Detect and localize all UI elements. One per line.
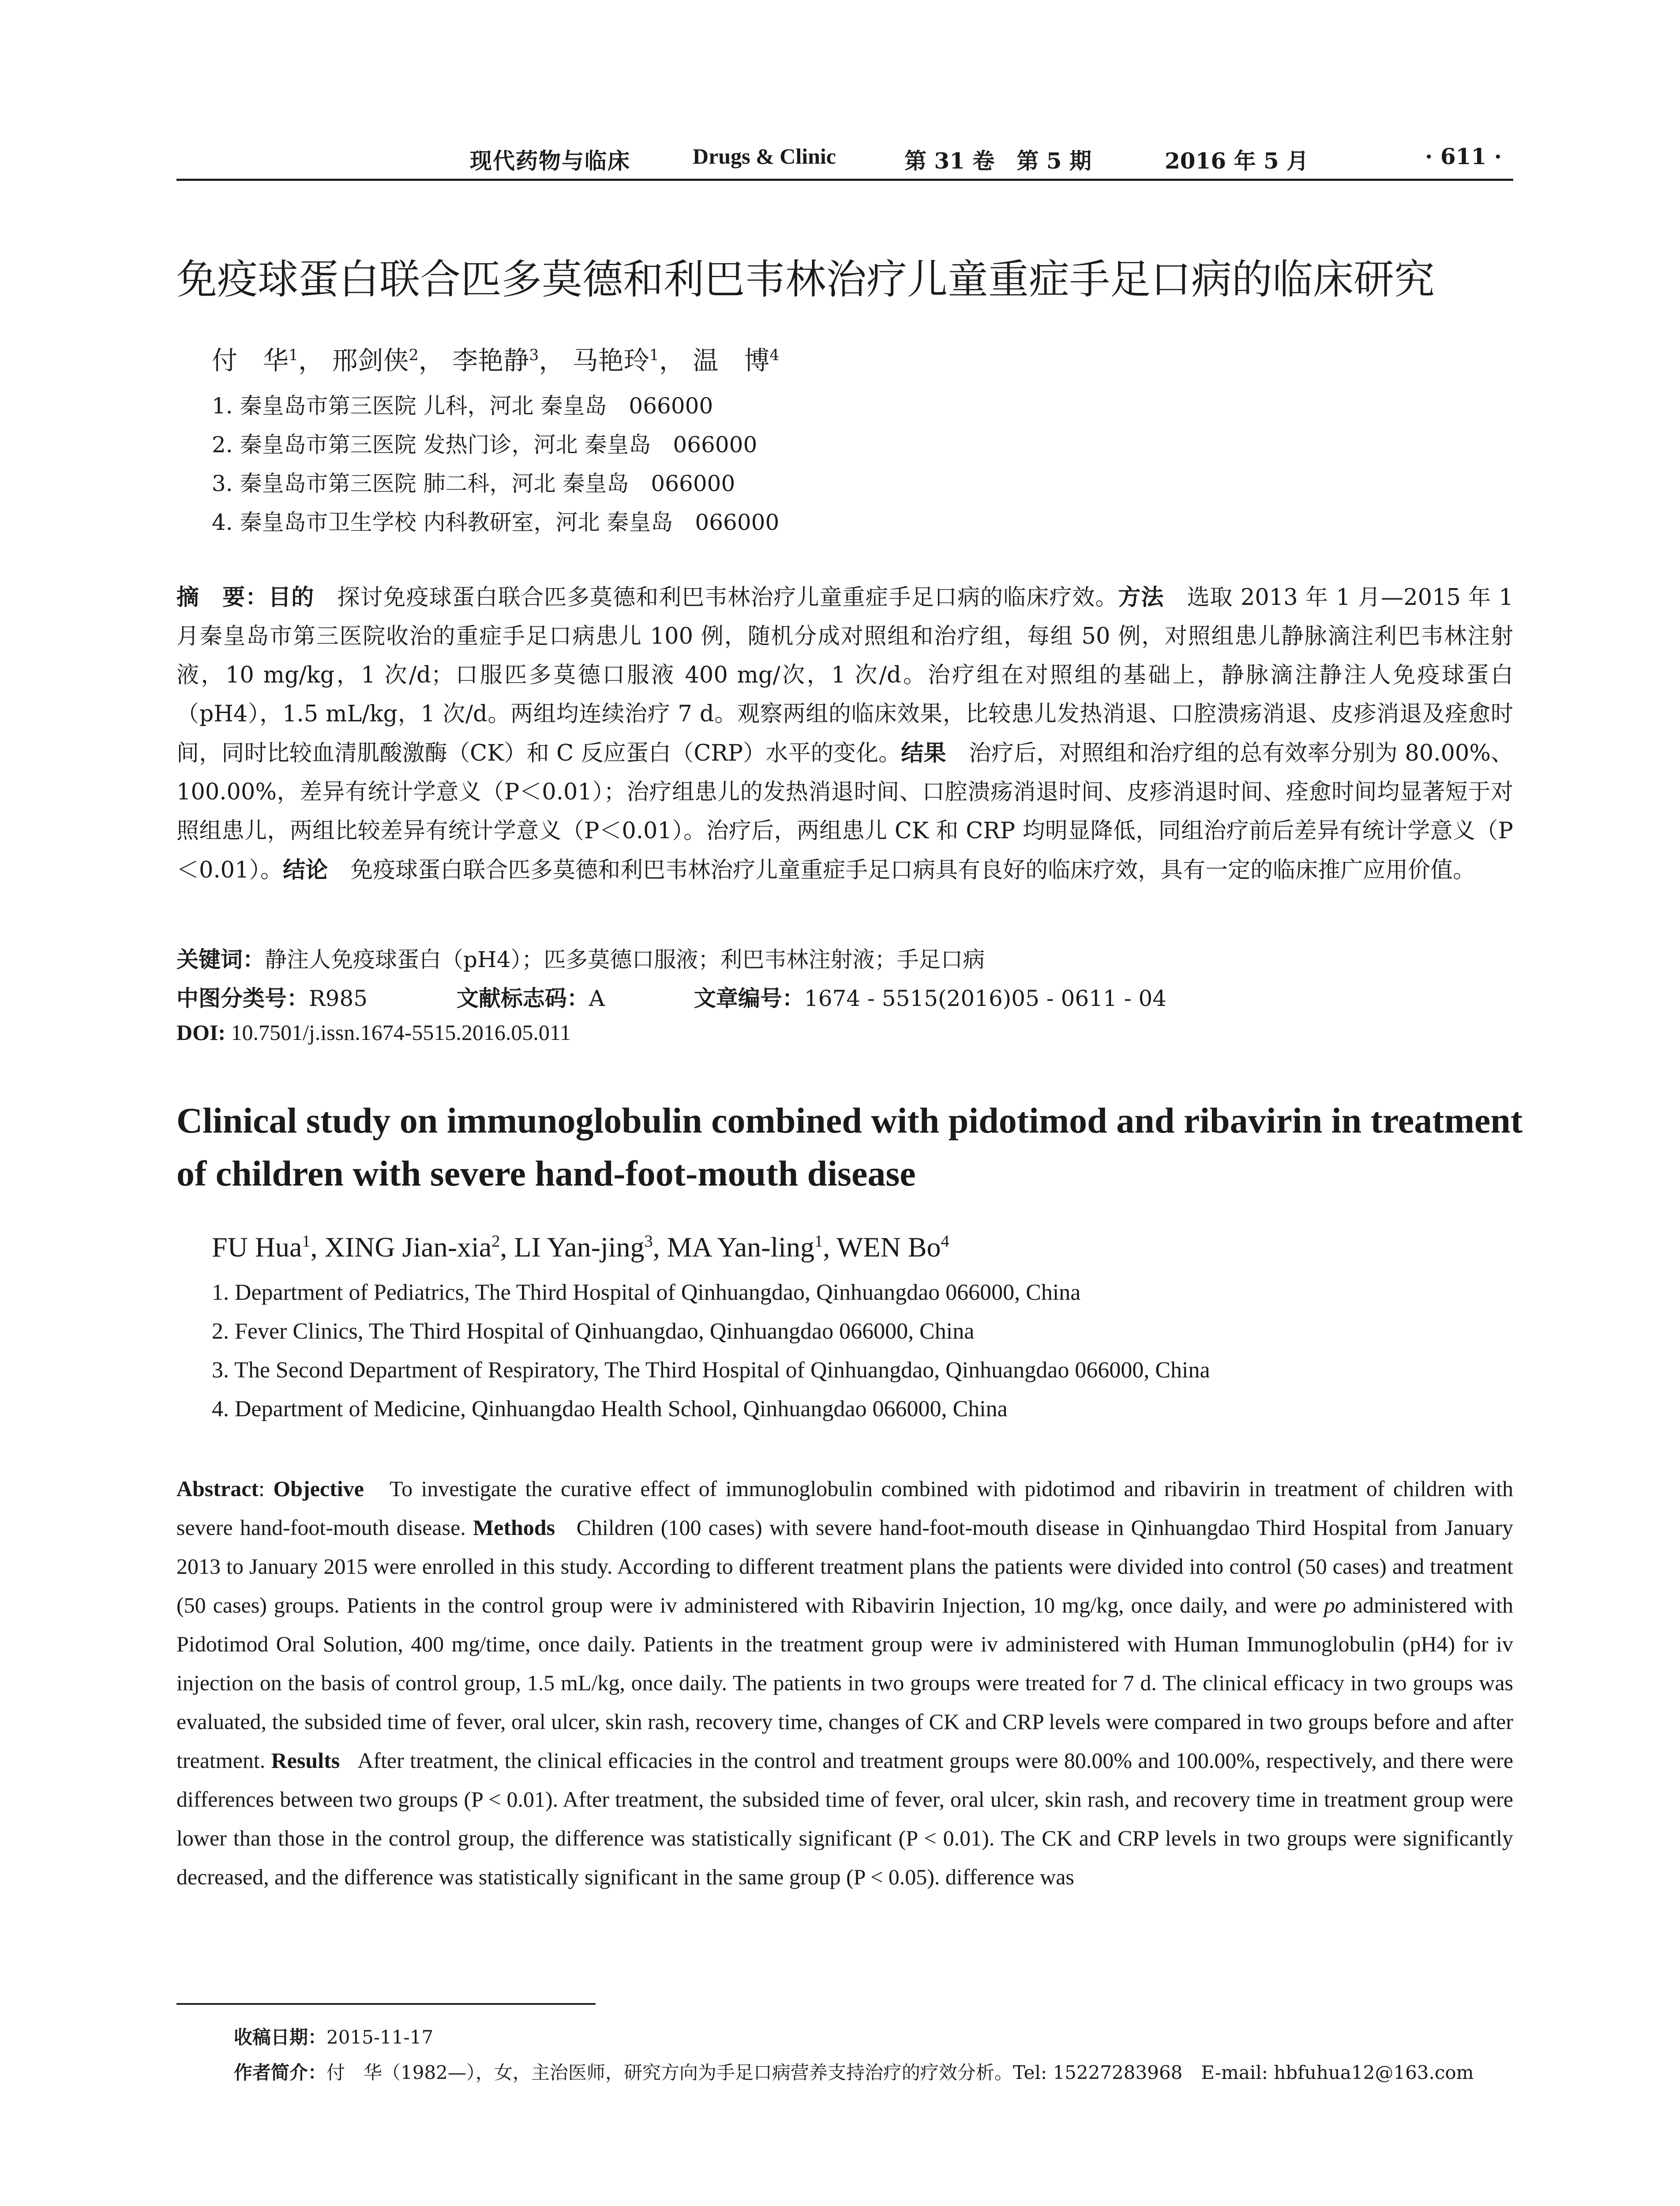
- author-name: 邢剑侠: [332, 345, 409, 375]
- affiliation-cn: 3. 秦皇岛市第三医院 肺二科，河北 秦皇岛 066000: [212, 471, 735, 496]
- results-label: Results: [271, 1748, 340, 1773]
- abstract-label: 摘 要：: [176, 584, 269, 611]
- author-affiliation-mark: 2: [491, 1232, 500, 1251]
- abstract-en: Abstract: Objective To investigate the curative effect of immunoglobulin combined with pidotimod and ribavirin in treatment of children with severe hand-foot-mouth disease. Methods Children (100 cases) with severe hand-foot-mouth disease in Qinhuangdao Third Hospital from January 2013 to January 2015 were enrolled in this study. According to different treatment plans the patients were divided into control (50 cases) and treatment (50 cases) groups. Patients in the control group were iv administered with Ribavirin Injection, 10 mg/kg, once daily, and were po administered with Pidotimod Oral Solution, 400 mg/time, once daily. Patients in the treatment group were iv administered with Human Immunoglobulin (pH4) for iv injection on the basis of control group, 1.5 mL/kg, once daily. The patients in two groups were treated for 7 d. The clinical efficacy in two groups was evaluated, the subsided time of fever, oral ulcer, skin rash, recovery time, changes of CK and CRP levels were compared in two groups before and after treatment. Results After treatment, the clinical efficacies in the control and treatment groups were 80.00% and 100.00%, respectively, and there were differences between two groups (P < 0.01). After treatment, the subsided time of fever, oral ulcer, skin rash, and recovery time in treatment group were lower than those in the control group, the difference was statistically significant (P < 0.01). The CK and CRP levels in two groups were significantly decreased, and the difference was statistically significant in the same group (P < 0.05). difference was: [176, 1476, 1514, 1889]
- page-number: · 611 ·: [1425, 143, 1502, 169]
- results-text: 治疗后，对照组和治疗组的总有效率分别为 80.00%、100.00%，差异有统计学意义（P＜0.01）；治疗组患儿的发热消退时间、口腔溃疡消退时间、皮疹消退时间、痊愈时间均显著短于对照组患儿，两组比较差异有统计学意义（P＜0.01）。治疗后，两组患儿 CK 和 CRP 均明显降低，同组治疗前后差异有统计学意义（P＜0.01）。: [176, 740, 1513, 883]
- affiliation-en: 1. Department of Pediatrics, The Third Hospital of Qinhuangdao, Qinhuangdao 066000, China: [212, 1280, 1081, 1305]
- author-affiliation-mark: 1: [814, 1232, 823, 1251]
- doc-code-value: A: [589, 986, 605, 1011]
- author-affiliation-mark: 1: [302, 1232, 311, 1251]
- results-label: 结果: [901, 740, 946, 766]
- methods-text: Children (100 cases) with severe hand-foot-mouth disease in Qinhuangdao Third Hospital from January 2013 to January 2015 were enrolled in this study. According to different treatment plans the patients were divided into control (50 cases) and treatment (50 cases) groups. Patients in the control group were iv administered with Ribavirin Injection, 10 mg/kg, once daily, and were: [176, 1515, 1513, 1617]
- author-affiliation-mark: 3: [644, 1232, 653, 1251]
- author-list-en: FU Hua$^1$, XING Jian-xia$^2$, LI Yan-jing$^3$, MA Yan-ling$^1$, WEN Bo$^4$: [212, 1231, 949, 1263]
- author-affiliation-mark: 4: [941, 1232, 949, 1251]
- author-name: LI Yan-jing: [514, 1231, 645, 1263]
- doi-label: DOI:: [176, 1020, 226, 1045]
- author-list-cn: 付 华$^1$， 邢剑侠$^2$， 李艳静$^3$， 马艳玲$^1$， 温 博$^4$: [212, 345, 780, 375]
- objective-text: 探讨免疫球蛋白联合匹多莫德和利巴韦林治疗儿童重症手足口病的临床疗效。: [337, 585, 1118, 611]
- received-date-line: [234, 2023, 433, 2049]
- affiliation-en: 2. Fever Clinics, The Third Hospital of Qinhuangdao, Qinhuangdao 066000, China: [212, 1319, 975, 1344]
- bio-text: 付 华（1982—），女，主治医师，研究方向为手足口病营养支持治疗的疗效分析。Tel: 15227283968 E-mail: hbfuhua12@163.com: [326, 2062, 1474, 2083]
- clc-value: R985: [309, 986, 368, 1011]
- abstract-label: Abstract: [176, 1476, 259, 1501]
- author-name: 付 华: [212, 345, 289, 375]
- article-number-value: 1674 - 5515(2016)05 - 0611 - 04: [804, 986, 1167, 1011]
- keywords-label: 关键词：: [176, 947, 265, 972]
- author-affiliation-mark: 1: [289, 346, 299, 364]
- author-affiliation-mark: 1: [649, 346, 659, 364]
- footnote-rule: [176, 2003, 596, 2005]
- keywords-line: [176, 942, 985, 974]
- received-label: 收稿日期：: [234, 2026, 327, 2048]
- doi-value: 10.7501/j.issn.1674-5515.2016.05.011: [231, 1020, 571, 1045]
- author-bio-line: [234, 2058, 1474, 2085]
- title-en: Clinical study on immunoglobulin combined with pidotimod and ribavirin in treatment of children with severe hand-foot-mouth disease: [176, 1100, 1523, 1193]
- author-name: 李艳静: [452, 345, 529, 375]
- author-name: 温 博: [693, 345, 770, 375]
- keywords-text: 静注人免疫球蛋白（pH4）；匹多莫德口服液；利巴韦林注射液；手足口病: [265, 947, 985, 972]
- article-number-label: 文章编号：: [694, 986, 804, 1011]
- objective-label: 目的: [268, 584, 315, 611]
- author-affiliation-mark: 4: [769, 346, 780, 364]
- author-name: 马艳玲: [572, 345, 649, 375]
- affiliation-en: 3. The Second Department of Respiratory, The Third Hospital of Qinhuangdao, Qinhuangdao 066000, China: [212, 1358, 1210, 1383]
- header-rule: [176, 179, 1513, 181]
- results-text: After treatment, the clinical efficacies in the control and treatment groups were 80.00% and 100.00%, respectively, and there were differences between two groups (P < 0.01). After treatment, the subsided time of fever, oral ulcer, skin rash, and recovery time in treatment group were lower than those in the control group, the difference was statistically significant (P < 0.01). The CK and CRP levels in two groups were significantly decreased, and the difference was statistically significant in the same group (P < 0.05). difference was: [176, 1748, 1514, 1889]
- methods-text: administered with Pidotimod Oral Solution, 400 mg/time, once daily. Patients in the treatment group were iv administered with Human Immunoglobulin (pH4) for iv injection on the basis of control group, 1.5 mL/kg, once daily. The patients in two groups were treated for 7 d. The clinical efficacy in two groups was evaluated, the subsided time of fever, oral ulcer, skin rash, recovery time, changes of CK and CRP levels were compared in two groups before and after treatment.: [176, 1593, 1513, 1773]
- abstract-cn: [176, 578, 1513, 890]
- methods-text: 选取 2013 年 1 月—2015 年 1 月秦皇岛市第三医院收治的重症手足口病患儿 100 例，随机分成对照组和治疗组，每组 50 例，对照组患儿静脉滴注利巴韦林注射液，10 mg/kg，1 次/d；口服匹多莫德口服液 400 mg/次，1 次/d。治疗组在对照组的基础上，静脉滴注静注人免疫球蛋白（pH4），1.5 mL/kg，1 次/d。两组均连续治疗 7 d。观察两组的临床效果，比较患儿发热消退、口腔溃疡消退、皮疹消退及痊愈时间，同时比较血清肌酸激酶（CK）和 C 反应蛋白（CRP）水平的变化。: [176, 585, 1513, 766]
- doc-code-label: 文献标志码：: [456, 986, 589, 1011]
- affiliation-cn: 2. 秦皇岛市第三医院 发热门诊，河北 秦皇岛 066000: [212, 432, 758, 458]
- title-cn: 免疫球蛋白联合匹多莫德和利巴韦林治疗儿童重症手足口病的临床研究: [176, 256, 1435, 303]
- objective-label: Objective: [273, 1476, 364, 1501]
- author-affiliation-mark: 3: [529, 346, 539, 364]
- journal-name-cn: 现代药物与临床: [470, 148, 630, 174]
- issue-date: 2016 年 5 月: [1165, 148, 1309, 174]
- conclusion-text: 免疫球蛋白联合匹多莫德和利巴韦林治疗儿童重症手足口病具有良好的临床疗效，具有一定的临床推广应用价值。: [350, 857, 1476, 883]
- methods-label: 方法: [1118, 584, 1164, 611]
- methods-label: Methods: [472, 1515, 555, 1540]
- conclusion-label: 结论: [283, 857, 328, 883]
- author-name: WEN Bo: [836, 1231, 941, 1263]
- author-name: XING Jian-xia: [324, 1231, 492, 1263]
- affiliation-cn: 4. 秦皇岛市卫生学校 内科教研室，河北 秦皇岛 066000: [212, 510, 780, 535]
- classification-line: [176, 981, 1166, 1013]
- journal-name-en: Drugs & Clinic: [693, 144, 836, 169]
- clc-label: 中图分类号：: [176, 986, 309, 1011]
- author-name: MA Yan-ling: [667, 1231, 815, 1263]
- doi-line: [176, 1020, 571, 1045]
- author-name: FU Hua: [212, 1231, 302, 1263]
- route-po: po: [1324, 1593, 1346, 1617]
- objective-text: To investigate the curative effect of immunoglobulin combined with pidotimod and ribavirin in treatment of children with severe hand-foot-mouth disease.: [176, 1476, 1513, 1540]
- affiliation-cn: 1. 秦皇岛市第三医院 儿科，河北 秦皇岛 066000: [212, 393, 713, 419]
- received-date: 2015-11-17: [326, 2026, 434, 2048]
- volume-issue: 第 31 卷 第 5 期: [904, 148, 1091, 174]
- author-affiliation-mark: 2: [409, 346, 419, 364]
- bio-label: 作者简介：: [234, 2062, 327, 2083]
- affiliation-en: 4. Department of Medicine, Qinhuangdao Health School, Qinhuangdao 066000, China: [212, 1396, 1008, 1422]
